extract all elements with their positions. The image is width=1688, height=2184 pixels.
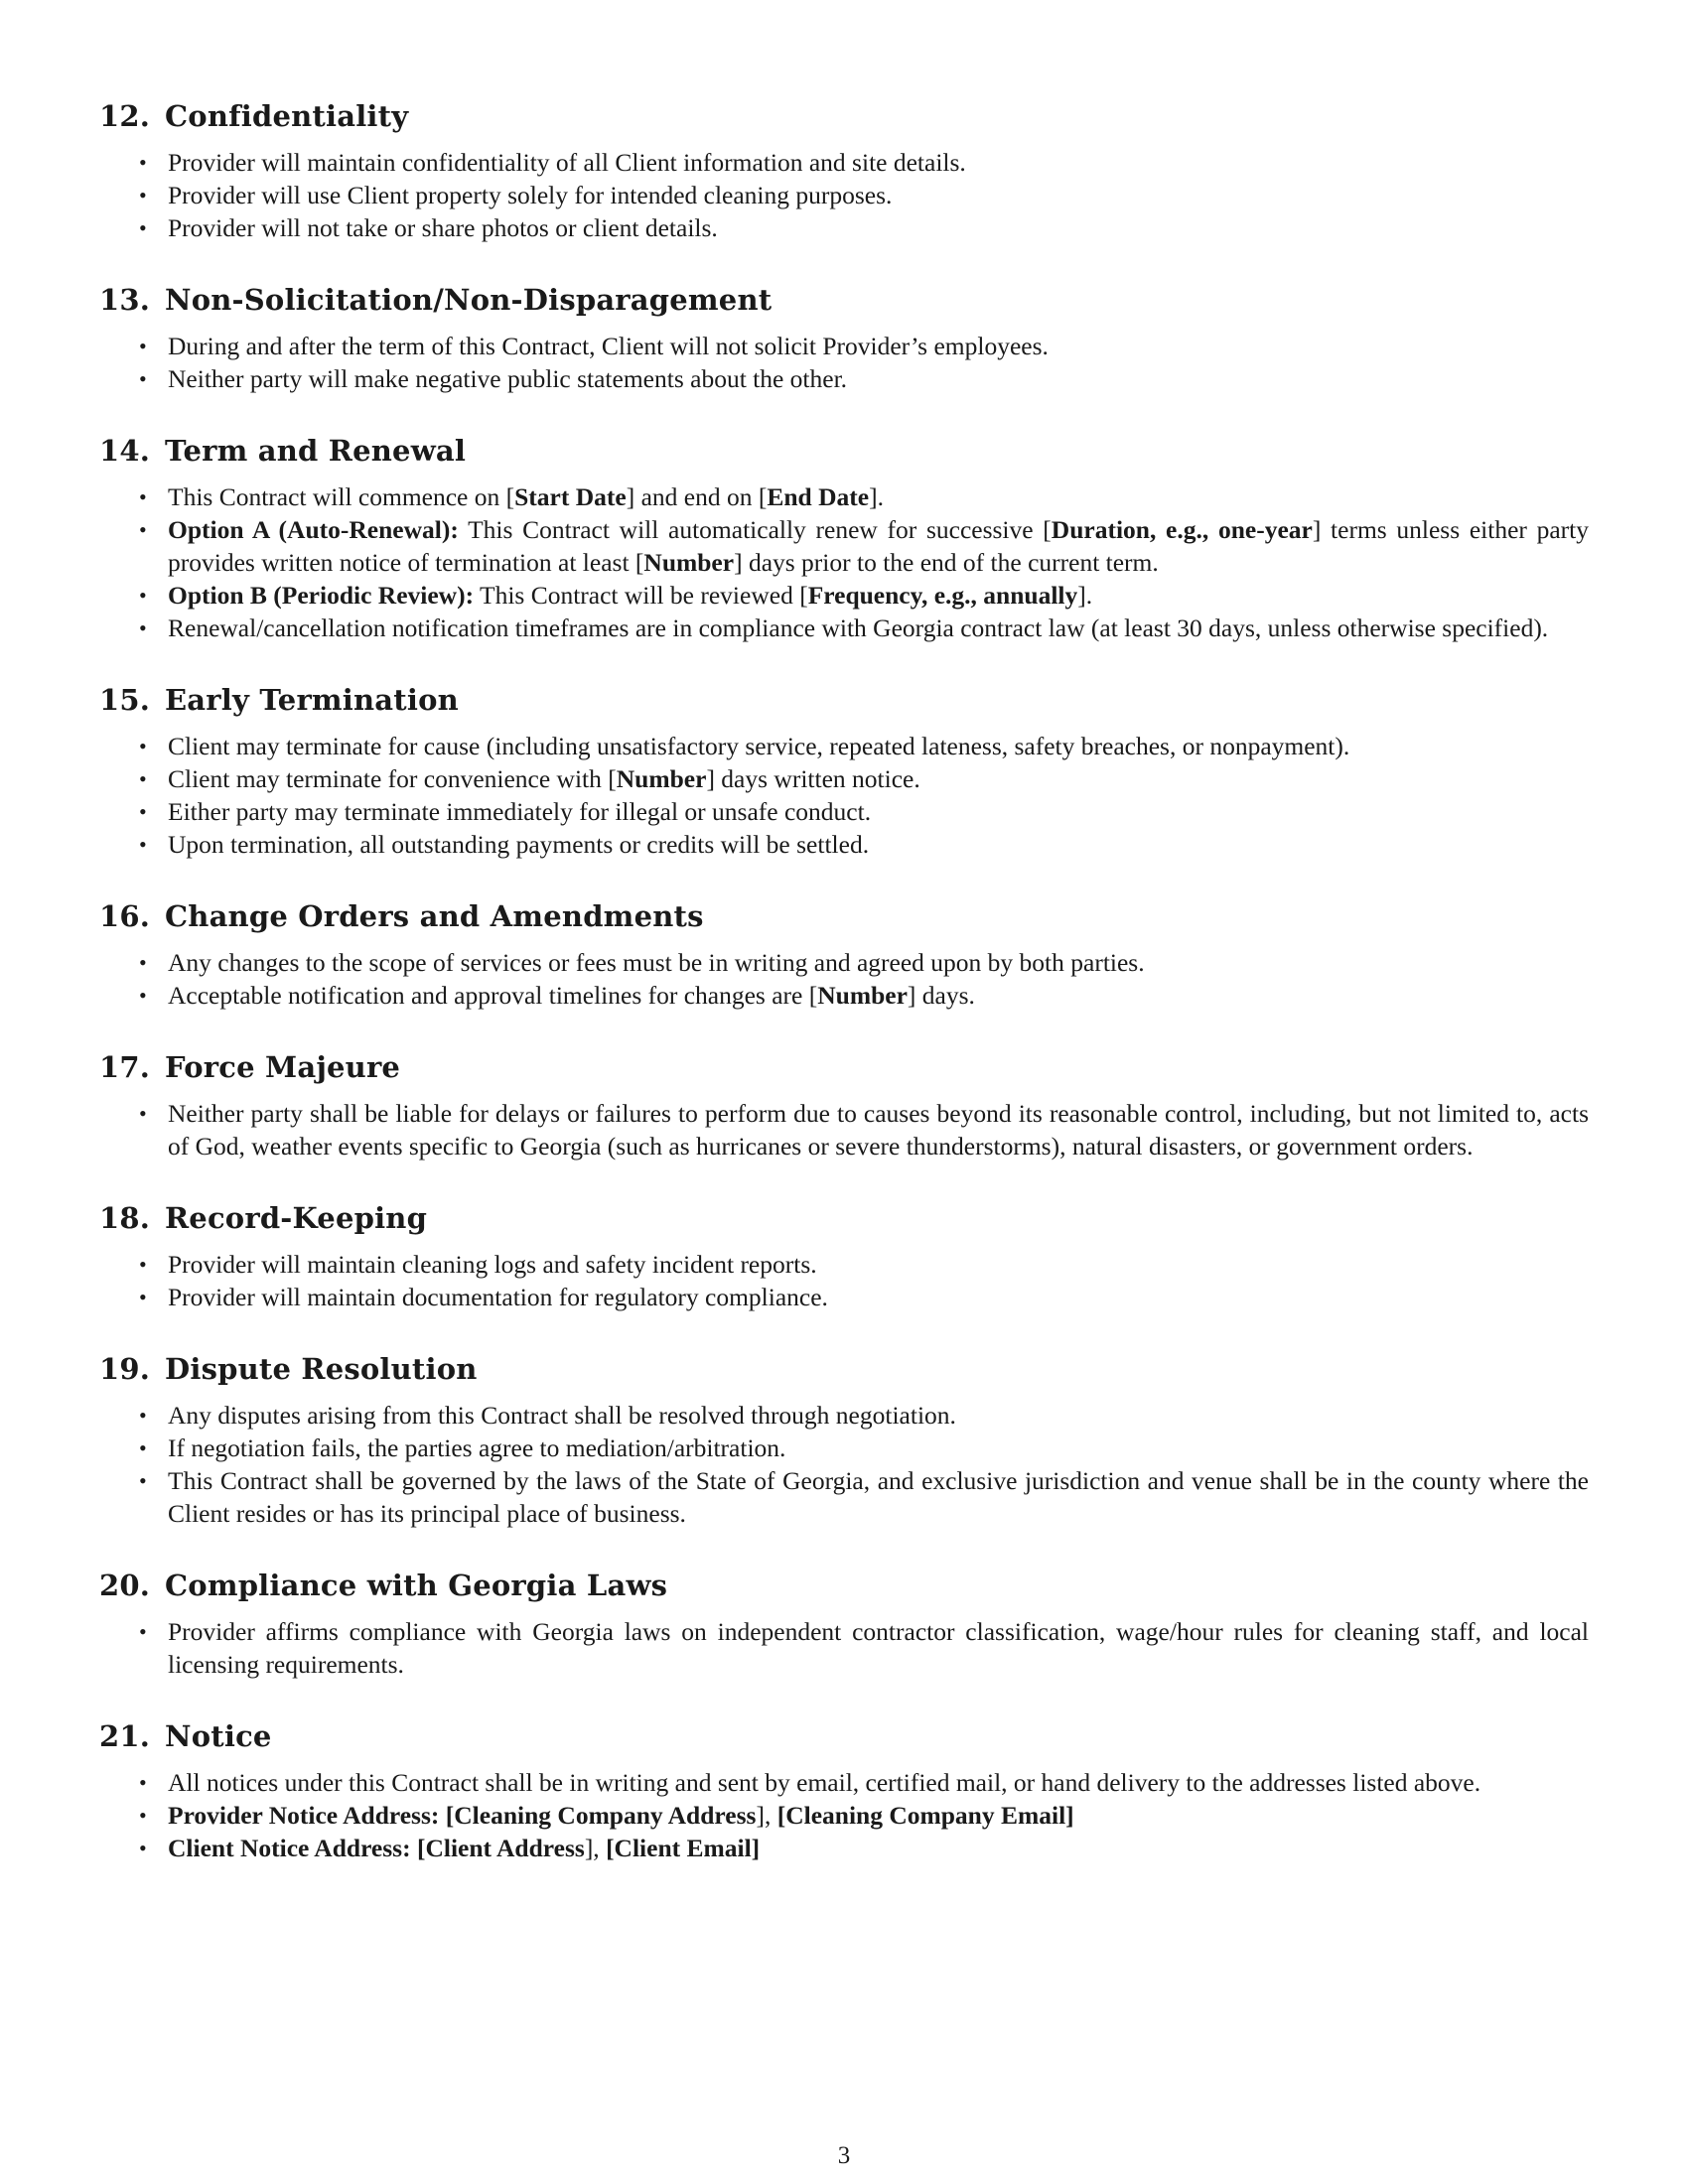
- bullet-icon: •: [139, 615, 147, 640]
- section-title: Change Orders and Amendments: [165, 899, 704, 933]
- item-text: Upon termination, all outstanding payments or credits will be settled.: [168, 830, 870, 859]
- bullet-icon: •: [139, 517, 147, 542]
- list-item: [99, 795, 1589, 828]
- bold-text: End Date: [767, 482, 870, 511]
- list-item: [99, 1399, 1589, 1432]
- list-item: [99, 211, 1589, 244]
- item-text: If negotiation fails, the parties agree to mediation/arbitration.: [168, 1433, 786, 1462]
- list-item: [99, 513, 1589, 579]
- section-number: 12.: [99, 99, 151, 133]
- section-title: Notice: [165, 1719, 272, 1753]
- item-text: ],: [756, 1801, 777, 1830]
- section-number: 16.: [99, 899, 151, 933]
- bullet-icon: •: [139, 583, 147, 608]
- bold-text: Number: [616, 764, 707, 793]
- section-title: Dispute Resolution: [165, 1352, 478, 1386]
- bullet-icon: •: [139, 1403, 147, 1428]
- section: [99, 1047, 1589, 1162]
- bullet-list: [99, 480, 1589, 644]
- item-text: ] and end on [: [626, 482, 768, 511]
- item-text: Provider will maintain cleaning logs and safety incident reports.: [168, 1250, 817, 1279]
- list-item: [99, 1799, 1589, 1832]
- bullet-icon: •: [139, 1101, 147, 1126]
- list-item: [99, 579, 1589, 612]
- bullet-icon: •: [139, 215, 147, 240]
- item-text: ],: [584, 1834, 607, 1862]
- bullet-list: [99, 1766, 1589, 1864]
- bullet-list: [99, 1097, 1589, 1162]
- item-text: This Contract will commence on [: [168, 482, 515, 511]
- bullet-icon: •: [139, 799, 147, 824]
- section-number: 14.: [99, 434, 151, 468]
- item-text: Provider affirms compliance with Georgia laws on independent contractor classification, wage/hour rules for cleaning staff, and local licensing requirements.: [168, 1617, 1589, 1679]
- bullet-icon: •: [139, 734, 147, 758]
- bullet-list: [99, 330, 1589, 395]
- item-text: Any changes to the scope of services or fees must be in writing and agreed upon by both parties.: [168, 948, 1145, 977]
- item-text: ] days.: [907, 981, 975, 1010]
- section-number: 19.: [99, 1352, 151, 1386]
- list-item: [99, 612, 1589, 644]
- section-heading: [99, 1198, 1589, 1238]
- bullet-icon: •: [139, 1803, 147, 1828]
- list-item: [99, 330, 1589, 362]
- item-text: Any disputes arising from this Contract shall be resolved through negotiation.: [168, 1401, 956, 1430]
- bold-text: Option A (Auto-Renewal):: [168, 515, 459, 544]
- item-text: ].: [1077, 581, 1093, 610]
- section: [99, 1198, 1589, 1313]
- section-title: Force Majeure: [165, 1050, 401, 1084]
- section-number: 13.: [99, 283, 151, 317]
- bullet-icon: •: [139, 950, 147, 975]
- document-page: [99, 96, 1589, 1900]
- list-item: [99, 1281, 1589, 1313]
- section-heading: [99, 280, 1589, 320]
- list-item: [99, 179, 1589, 211]
- section-title: Early Termination: [165, 683, 459, 717]
- bullet-icon: •: [139, 1619, 147, 1644]
- bold-text: [Client Email]: [606, 1834, 761, 1862]
- item-text: During and after the term of this Contract, Client will not solicit Provider’s employees.: [168, 332, 1049, 360]
- sections-container: [99, 96, 1589, 1864]
- section-heading: [99, 1566, 1589, 1605]
- section-title: Record-Keeping: [165, 1201, 428, 1235]
- item-text: ] days prior to the end of the current term.: [734, 548, 1159, 577]
- list-item: [99, 946, 1589, 979]
- bullet-list: [99, 1399, 1589, 1530]
- bullet-icon: •: [139, 1468, 147, 1493]
- bullet-icon: •: [139, 832, 147, 857]
- list-item: [99, 730, 1589, 762]
- list-item: [99, 1464, 1589, 1530]
- section: [99, 680, 1589, 861]
- bullet-icon: •: [139, 150, 147, 175]
- bullet-icon: •: [139, 1836, 147, 1860]
- item-text: Client may terminate for convenience with [: [168, 764, 617, 793]
- section: [99, 96, 1589, 244]
- bullet-icon: •: [139, 1252, 147, 1277]
- section: [99, 1716, 1589, 1864]
- item-text: Neither party shall be liable for delays or failures to perform due to causes beyond its reasonable control, including, but not limited to, acts of God, weather events specific to Georgia (such as hurricanes or severe thunderstorms), natural disasters, or government orders.: [168, 1099, 1589, 1160]
- list-item: [99, 1615, 1589, 1681]
- bullet-icon: •: [139, 183, 147, 207]
- section-heading: [99, 1349, 1589, 1389]
- item-text: ] terms unless either party provides written notice of termination at least [: [168, 515, 1590, 577]
- item-text: This Contract will automatically renew for successive [: [458, 515, 1052, 544]
- section: [99, 1349, 1589, 1530]
- list-item: [99, 1097, 1589, 1162]
- list-item: [99, 1432, 1589, 1464]
- bullet-list: [99, 730, 1589, 861]
- bullet-list: [99, 1615, 1589, 1681]
- list-item: [99, 480, 1589, 513]
- section-heading: [99, 431, 1589, 471]
- section-number: 15.: [99, 683, 151, 717]
- bullet-icon: •: [139, 983, 147, 1008]
- bullet-list: [99, 946, 1589, 1012]
- bold-text: Duration, e.g., one-year: [1051, 515, 1313, 544]
- item-text: This Contract shall be governed by the laws of the State of Georgia, and exclusive jurisdiction and venue shall be in the county where the Client resides or has its principal place of business.: [168, 1466, 1589, 1528]
- bold-text: Provider Notice Address: [Cleaning Company Address: [168, 1801, 757, 1830]
- section-title: Term and Renewal: [165, 434, 467, 468]
- bold-text: Number: [643, 548, 735, 577]
- section-number: 20.: [99, 1569, 151, 1602]
- bullet-icon: •: [139, 1435, 147, 1460]
- item-text: Provider will use Client property solely for intended cleaning purposes.: [168, 181, 893, 209]
- list-item: [99, 1766, 1589, 1799]
- page-number: 3: [837, 2142, 851, 2169]
- item-text: Neither party will make negative public statements about the other.: [168, 364, 848, 393]
- section-heading: [99, 96, 1589, 136]
- list-item: [99, 828, 1589, 861]
- list-item: [99, 362, 1589, 395]
- bold-text: Number: [817, 981, 908, 1010]
- list-item: [99, 1248, 1589, 1281]
- section: [99, 1566, 1589, 1681]
- bold-text: Option B (Periodic Review):: [168, 581, 475, 610]
- item-text: Provider will not take or share photos or client details.: [168, 213, 718, 242]
- list-item: [99, 762, 1589, 795]
- bullet-icon: •: [139, 1285, 147, 1309]
- item-text: This Contract will be reviewed [: [474, 581, 808, 610]
- bold-text: Client Notice Address: [Client Address: [168, 1834, 585, 1862]
- bold-text: [Cleaning Company Email]: [776, 1801, 1074, 1830]
- list-item: [99, 979, 1589, 1012]
- item-text: Either party may terminate immediately for illegal or unsafe conduct.: [168, 797, 872, 826]
- section-heading: [99, 1716, 1589, 1756]
- list-item: [99, 146, 1589, 179]
- section-title: Non-Solicitation/Non-Disparagement: [165, 283, 773, 317]
- section: [99, 280, 1589, 395]
- item-text: All notices under this Contract shall be in writing and sent by email, certified mail, or hand delivery to the addresses listed above.: [168, 1768, 1481, 1797]
- bullet-icon: •: [139, 1770, 147, 1795]
- section-heading: [99, 896, 1589, 936]
- section: [99, 431, 1589, 644]
- section: [99, 896, 1589, 1012]
- section-number: 17.: [99, 1050, 151, 1084]
- item-text: Acceptable notification and approval timelines for changes are [: [168, 981, 818, 1010]
- bullet-list: [99, 146, 1589, 244]
- item-text: ].: [869, 482, 884, 511]
- bullet-icon: •: [139, 334, 147, 358]
- item-text: Renewal/cancellation notification timeframes are in compliance with Georgia contract law (at least 30 days, unless otherwise specified).: [168, 614, 1549, 642]
- bold-text: Frequency, e.g., annually: [807, 581, 1078, 610]
- bullet-icon: •: [139, 366, 147, 391]
- section-number: 18.: [99, 1201, 151, 1235]
- section-heading: [99, 680, 1589, 720]
- bold-text: Start Date: [514, 482, 627, 511]
- item-text: Client may terminate for cause (including unsatisfactory service, repeated lateness, safety breaches, or nonpayment).: [168, 732, 1350, 760]
- bullet-icon: •: [139, 766, 147, 791]
- section-heading: [99, 1047, 1589, 1087]
- section-title: Compliance with Georgia Laws: [165, 1569, 668, 1602]
- item-text: Provider will maintain documentation for regulatory compliance.: [168, 1283, 828, 1311]
- section-title: Confidentiality: [165, 99, 409, 133]
- bullet-icon: •: [139, 484, 147, 509]
- list-item: [99, 1832, 1589, 1864]
- item-text: Provider will maintain confidentiality of all Client information and site details.: [168, 148, 966, 177]
- item-text: ] days written notice.: [706, 764, 920, 793]
- section-number: 21.: [99, 1719, 151, 1753]
- bullet-list: [99, 1248, 1589, 1313]
